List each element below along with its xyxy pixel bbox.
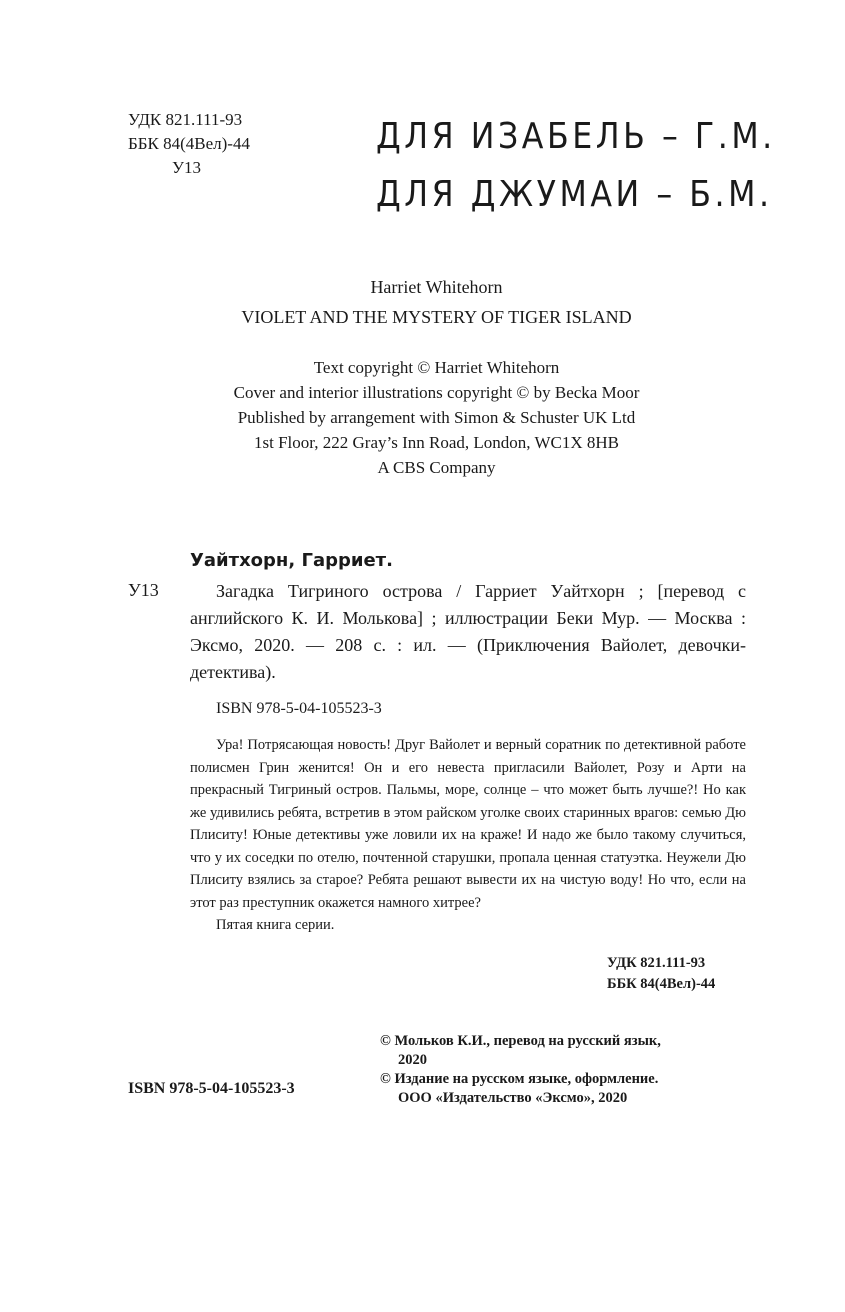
- udk-code-bottom: УДК 821.111-93: [607, 955, 706, 971]
- translation-copyright: © Мольков К.И., перевод на русский язык,: [380, 1033, 661, 1049]
- classification-codes-bottom: [607, 953, 715, 995]
- copyright-line: A CBS Company: [377, 458, 496, 477]
- copyright-line: Published by arrangement with Simon & Schuster UK Ltd: [237, 408, 636, 427]
- catalog-isbn: ISBN 978-5-04-105523-3: [216, 700, 382, 717]
- annotation: [190, 734, 746, 937]
- original-title: VIOLET AND THE MYSTERY OF TIGER ISLAND: [241, 307, 632, 327]
- original-author: Harriet Whitehorn: [370, 277, 503, 297]
- catalog-code: У13: [128, 580, 159, 600]
- original-title-block: [0, 272, 845, 332]
- publisher-copyright: ООО «Издательство «Эксмо», 2020: [398, 1090, 628, 1106]
- dedication-line-1: ДЛЯ ИЗАБЕЛЬ – Г.М.: [376, 116, 776, 157]
- bbk-code: ББК 84(4Вел)-44: [128, 134, 250, 153]
- translation-copyright-year: 2020: [398, 1052, 427, 1068]
- copyright-line: Cover and interior illustrations copyright © by Becka Moor: [233, 383, 640, 402]
- classification-codes-top: [128, 108, 250, 180]
- copyright-notice: [0, 355, 845, 480]
- udk-code: УДК 821.111-93: [128, 110, 243, 129]
- isbn-bottom: ISBN 978-5-04-105523-3: [128, 1080, 295, 1097]
- bbk-code-bottom: ББК 84(4Вел)-44: [607, 976, 716, 992]
- russian-copyrights: [380, 1032, 661, 1108]
- copyright-line: Text copyright © Harriet Whitehorn: [313, 358, 560, 377]
- bibliographic-description: [190, 578, 746, 686]
- catalog-heading: Уайтхорн, Гарриет.: [190, 550, 393, 571]
- copyright-line: 1st Floor, 222 Gray’s Inn Road, London, WC1X 8HB: [254, 433, 619, 452]
- bibliographic-text: Загадка Тигриного острова / Гарриет Уайтхорн ; [перевод с английского К. И. Молькова] ; иллюстрации Беки Мур. — Москва : Эксмо, 2020. — 208 с. : ил. — (Приключения Вайолет, девочки-детектива).: [190, 581, 746, 682]
- author-code: У13: [172, 158, 202, 177]
- annotation-text: Ура! Потрясающая новость! Друг Вайолет и верный соратник по детективной работе полисмен Грин женится! Он и его невеста пригласили Вайолет, Розу и Арти на прекрасный Тигриный остров. Пальмы, море, солнце – что может быть лучше?! Но как же удивились ребята, встретив в этом райском уголке своих старинных врагов: семью Дю Плиситу! Юные детективы уже ловили их на краже! И надо же было такому случиться, что у их соседки по отелю, почтенной старушки, пропала ценная статуэтка. Неужели Дю Плиситу взялись за старое? Ребята решают вывести их на чистую воду! Но что, если на этот раз преступник окажется намного хитрее?: [190, 737, 746, 911]
- edition-copyright: © Издание на русском языке, оформление.: [380, 1071, 659, 1087]
- dedication-line-2: ДЛЯ ДЖУМАИ – Б.М.: [376, 174, 773, 215]
- dedication: [376, 108, 776, 224]
- series-note: Пятая книга серии.: [216, 917, 335, 933]
